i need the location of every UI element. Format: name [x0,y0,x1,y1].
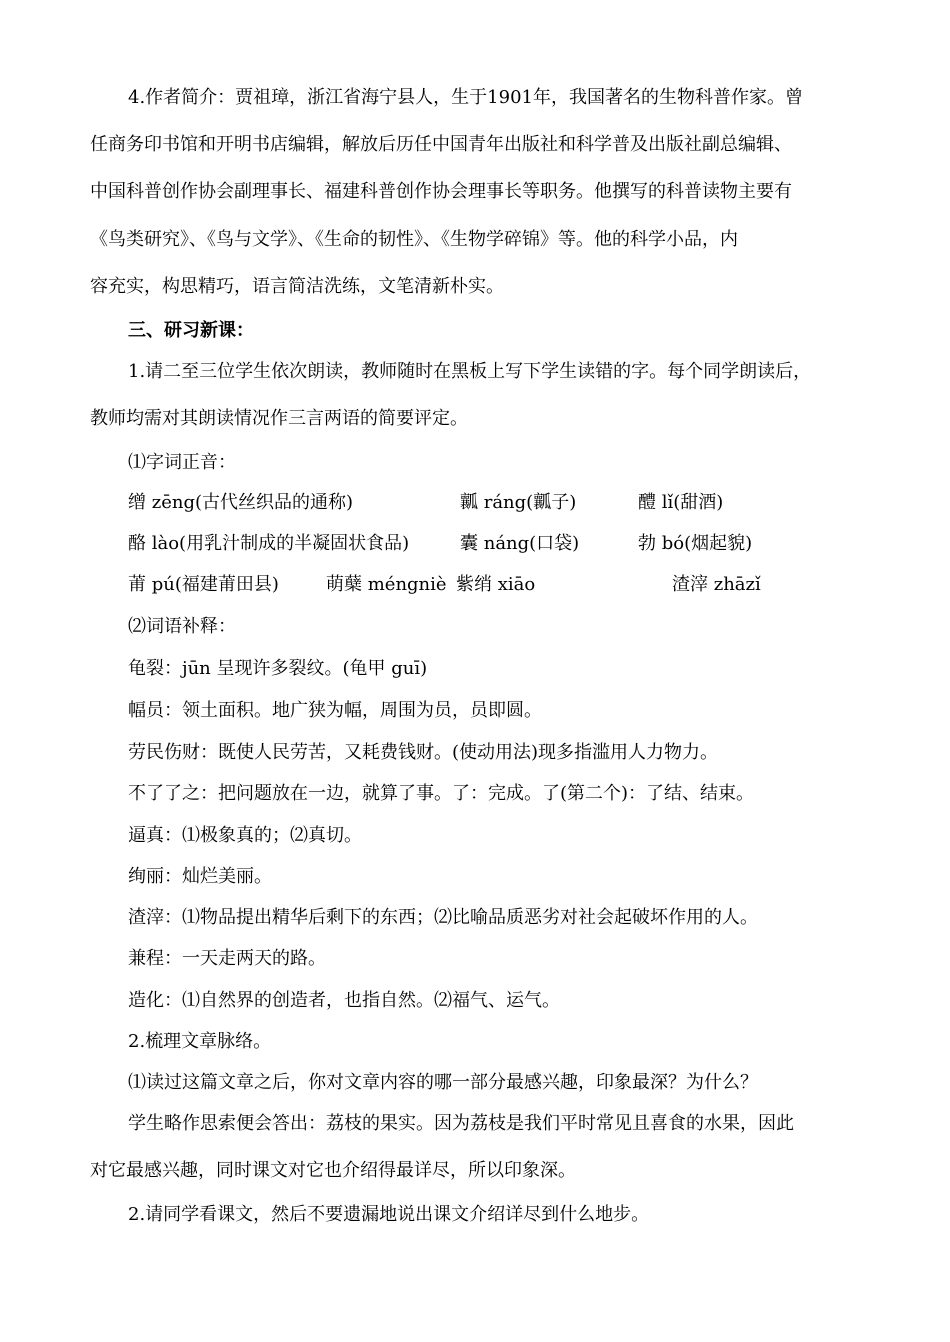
pronunciation-bo: 勃 bó(烟起貌) [638,533,753,554]
glossary-item-6: 绚丽：灿烂美丽。 [128,866,272,887]
structure-answer-line-1: 学生略作思索便会答出：荔枝的果实。因为荔枝是我们平时常见且喜食的水果，因此 [128,1113,794,1134]
pronunciation-mengnie: 萌蘖 méngniè [326,574,447,595]
structure-title: 2.梳理文章脉络。 [128,1031,272,1052]
section-heading-new-lesson: 三、研习新课： [128,320,254,341]
pronunciation-pu: 莆 pú(福建莆田县) [128,574,279,595]
author-intro-line-3: 中国科普创作协会副理事长、福建科普创作协会理事长等职务。他撰写的科普读物主要有 [90,181,792,202]
pronunciation-zhazi: 渣滓 zhāzǐ [672,574,761,595]
author-intro-line-1: 4.作者简介：贾祖璋，浙江省海宁县人，生于1901年，我国著名的生物科普作家。曾 [128,87,803,108]
pronunciation-zeng: 缯 zēng(古代丝织品的通称) [128,492,354,513]
pronunciation-rang: 瓤 ráng(瓤子) [460,492,577,513]
pronunciation-lao: 酪 lào(用乳汁制成的半凝固状食品) [128,533,410,554]
glossary-item-8: 兼程：一天走两天的路。 [128,948,326,969]
pronunciation-title: ⑴字词正音： [128,452,236,473]
glossary-item-9: 造化：⑴自然界的创造者，也指自然。⑵福气、运气。 [128,990,560,1011]
structure-answer-line-2: 对它最感兴趣，同时课文对它也介绍得最详尽，所以印象深。 [90,1160,576,1181]
pronunciation-nang: 囊 náng(口袋) [460,533,580,554]
glossary-item-5: 逼真：⑴极象真的；⑵真切。 [128,825,362,846]
glossary-item-1: 龟裂：jūn 呈现许多裂纹。(龟甲 guī) [128,658,428,679]
structure-question: ⑴读过这篇文章之后，你对文章内容的哪一部分最感兴趣，印象最深？为什么？ [128,1072,758,1093]
glossary-item-4: 不了了之：把问题放在一边，就算了事。了：完成。了(第二个)：了结、结束。 [128,783,755,804]
pronunciation-xiao: 紫绡 xiāo [456,574,536,595]
author-intro-line-2: 任商务印书馆和开明书店编辑，解放后历任中国青年出版社和科学普及出版社副总编辑、 [90,134,792,155]
author-intro-line-5: 容充实，构思精巧，语言简洁洗练，文笔清新朴实。 [90,276,504,297]
pronunciation-li: 醴 lǐ(甜酒) [638,492,724,513]
detail-question: 2.请同学看课文，然后不要遗漏地说出课文介绍详尽到什么地步。 [128,1204,650,1225]
glossary-item-3: 劳民伤财：既使人民劳苦，又耗费钱财。(使动用法)现多指滥用人力物力。 [128,742,719,763]
author-intro-line-4: 《鸟类研究》、《鸟与文学》、《生命的韧性》、《生物学碎锦》等。他的科学小品，内 [90,229,738,250]
glossary-title: ⑵词语补释： [128,616,236,637]
reading-instruction-line-2: 教师均需对其朗读情况作三言两语的简要评定。 [90,408,468,429]
reading-instruction-line-1: 1.请二至三位学生依次朗读，教师随时在黑板上写下学生读错的字。每个同学朗读后， [128,361,812,382]
glossary-item-2: 幅员：领土面积。地广狭为幅，周围为员，员即圆。 [128,700,542,721]
glossary-item-7: 渣滓：⑴物品提出精华后剩下的东西；⑵比喻品质恶劣对社会起破坏作用的人。 [128,907,758,928]
